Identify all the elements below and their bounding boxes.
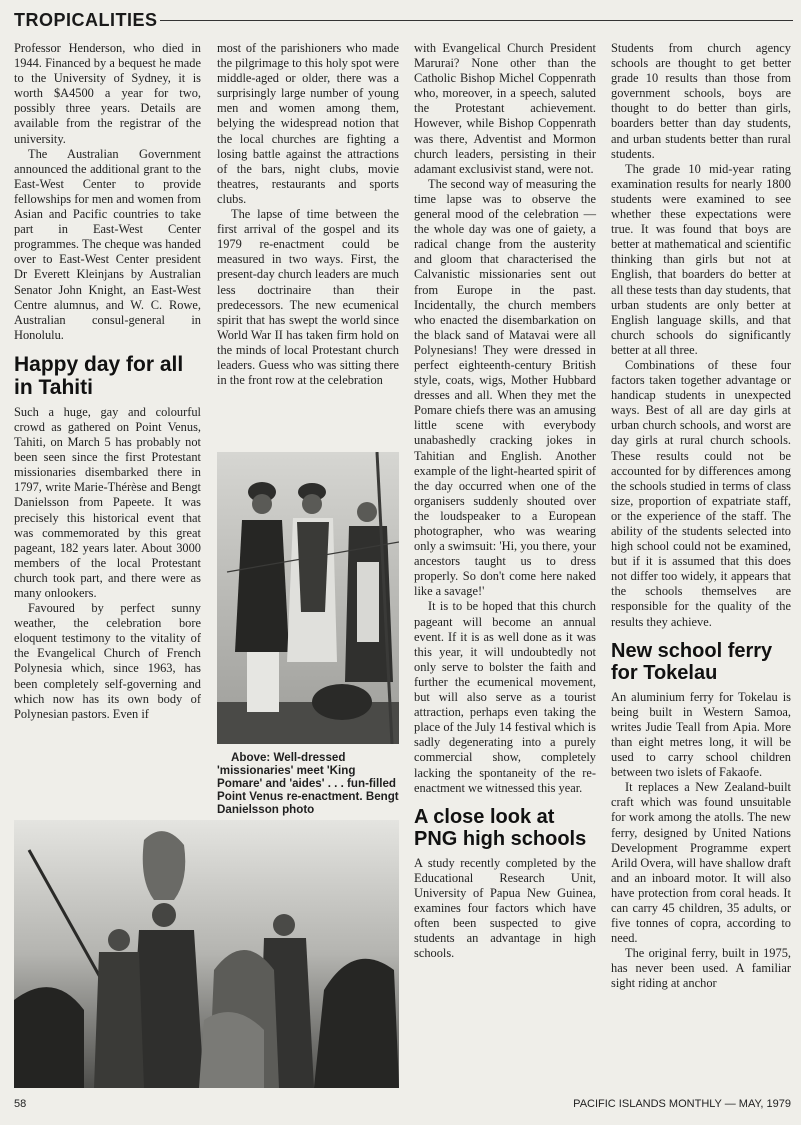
- paragraph: Students from church agency schools are thought to get better grade 10 results than those from government schools, boys are thought to do better than girls, boarders better than day students, and urban students better than rural students.: [611, 41, 791, 161]
- caption-text: Above: Well-dressed 'missionaries' meet 'King Pomare' and 'aides' . . . fun-filled Point Venus re-enactment. Bengt Danielsson photo: [217, 751, 399, 816]
- column-3: [414, 41, 596, 961]
- publication-footer: PACIFIC ISLANDS MONTHLY — MAY, 1979: [573, 1098, 791, 1110]
- paragraph: Favoured by perfect sunny weather, the celebration bore eloquent testimony to the vitality of the Evangelical Church of French Polynesia which, since 1963, has been completely self-governing and which now has its own body of Polynesian pastors. Even if: [14, 601, 201, 721]
- paragraph: The grade 10 mid-year rating examination results for nearly 1800 students were examined to see whether these expectations were true. It was found that boys are better at mathematical and scientific thinking than girls but not at English, that boarders do better at all these tests than day students, that urban students are only better at English language skills, and that church schools do significantly better at all three.: [611, 161, 791, 357]
- paragraph: The lapse of time between the first arrival of the gospel and its 1979 re-enactment could be measured in two ways. First, the present-day church leaders are much less doctrinaire than their predecessors. The new ecumenical spirit that has swept the world since World War II has taken firm hold on the minds of local Protestant church leaders. Guess who was sitting there in the front row at the celebration: [217, 207, 399, 388]
- paragraph: It replaces a New Zealand-built craft which was found unsuitable for work among the atolls. The new ferry, designed by United Nations Development Programme expert Arild Overa, will have shallow draft and an inboard motor. It will also have protection from coral heads. It can carry 45 children, 35 adults, or five tonnes of copra, according to need.: [611, 780, 791, 946]
- photo-missionaries-image: [217, 452, 399, 744]
- paragraph: The original ferry, built in 1975, has never been used. A familiar sight riding at anchor: [611, 946, 791, 991]
- photo-missionaries: [217, 452, 399, 744]
- paragraph: most of the parishioners who made the pilgrimage to this holy spot were middle-aged or older, there was a surprisingly large number of young men and women among them, belying the widespread notion that the local churches are fighting a losing battle against the attractions of the bars, night clubs, movie theatres, restaurants and sports clubs.: [217, 41, 399, 206]
- paragraph: Combinations of these four factors taken together advantage or handicap students in unexpected ways. Best of all are day girls at urban church schools, and worst are day girls at rural church schools. These results could not be accounted for by differences among the schools studied in terms of class size, proportion of expatriate staff, or the experience of the staff. The ability of the students selected into high school could not be examined, but if it is assumed that this does not differ too widely, it appears that the schools themselves are responsible for the quality of the results they achieve.: [611, 357, 791, 629]
- paragraph: The Australian Government announced the additional grant to the East-West Center to provide fellowships for men and women from Asian and Pacific countries to take part in East-West Center programmes. The cheque was handed over to East-West Center president Dr Everett Kleinjans by Australian Senator John Knight, an East-West Centre alumnus, and W. C. Rowe, Australian consul-general in Honolulu.: [14, 146, 201, 342]
- headline-tokelau-ferry: New school ferry for Tokelau: [611, 639, 773, 684]
- column-1: [14, 41, 201, 722]
- paragraph: The second way of measuring the time lapse was to observe the general mood of the celebration — the whole day was one of gaiety, a radical change from the austerity and gloom that characterised the Calvanistic missionaries sent out from Europe in the past. Incidentally, the church members who enacted the disembarkation on the black sand of Matavai were all Polynesians! They were dressed in perfect eighteenth-century British style, coats, wigs, Mother Hubbard dresses and all. When they met the Pomare chiefs there was an amusing little scene with everybody unabashedly cracking jokes in Tahitian and English. Another example of the light-hearted spirit of the day occurred when one of the organisers suddenly shouted over the loudspeaker to a European photographer, who was wearing only a swimsuit: 'Hi, you there, your ancestors taught us to dress properly. So don't come here naked like a savage!': [414, 176, 597, 599]
- section-title: TROPICALITIES: [14, 10, 158, 30]
- photo-caption: [217, 751, 399, 816]
- paragraph: A study recently completed by the Educational Research Unit, University of Papua New Guinea, examines four factors which have often been suspected to give students an advantage in high schools.: [414, 855, 596, 961]
- paragraph: Such a huge, gay and colourful crowd as gathered on Point Venus, Tahiti, on March 5 has probably not been seen since the first Protestant missionaries disembarked there in 1797, write Marie-Thérèse and Bengt Danielsson from Papeete. It was precisely this historical event that was commemorated by this great pageant, 182 years later. About 3000 members of the local Protestant church took part, and there were as many onlookers.: [14, 404, 201, 600]
- paragraph: It is to be hoped that this church pageant will become an annual event. If it is as well done as it was this year, it will undoubtedly not only serve to bolster the faith and further the ecumenical movement, but will also serve as a tourist attraction, perhaps even taking the place of the July 14 festival which is sadly degenerating into a purely commercial show, completely lacking the spontaneity of the re-enactment we witnessed this year.: [414, 599, 596, 795]
- photo-pageant-crowd: [14, 820, 399, 1088]
- title-rule: [160, 20, 793, 21]
- headline-png-schools: A close look at PNG high schools: [414, 805, 587, 850]
- headline-tahiti: Happy day for all in Tahiti: [14, 352, 184, 399]
- photo-pageant-crowd-image: [14, 820, 399, 1088]
- paragraph: An aluminium ferry for Tokelau is being built in Western Samoa, writes Judie Teall from Apia. More than eight metres long, it will be used to carry school children between two islets of Fakaofe.: [611, 689, 791, 780]
- paragraph: with Evangelical Church President Marurai? None other than the Catholic Bishop Michel Coppenrath who, moreover, in a speech, saluted the Protestant achievement. However, while Bishop Coppenrath was there, Adventist and Mormon church leaders, persisting in their adamant exclusivist stand, were not.: [414, 41, 596, 176]
- page-number: 58: [14, 1098, 27, 1110]
- column-2: [217, 41, 399, 388]
- paragraph: Professor Henderson, who died in 1944. Financed by a bequest he made to the University of Sydney, it is worth $A4500 a year for two, possibly three years. Details are available from the registrar of the university.: [14, 41, 201, 146]
- column-4: [611, 41, 791, 992]
